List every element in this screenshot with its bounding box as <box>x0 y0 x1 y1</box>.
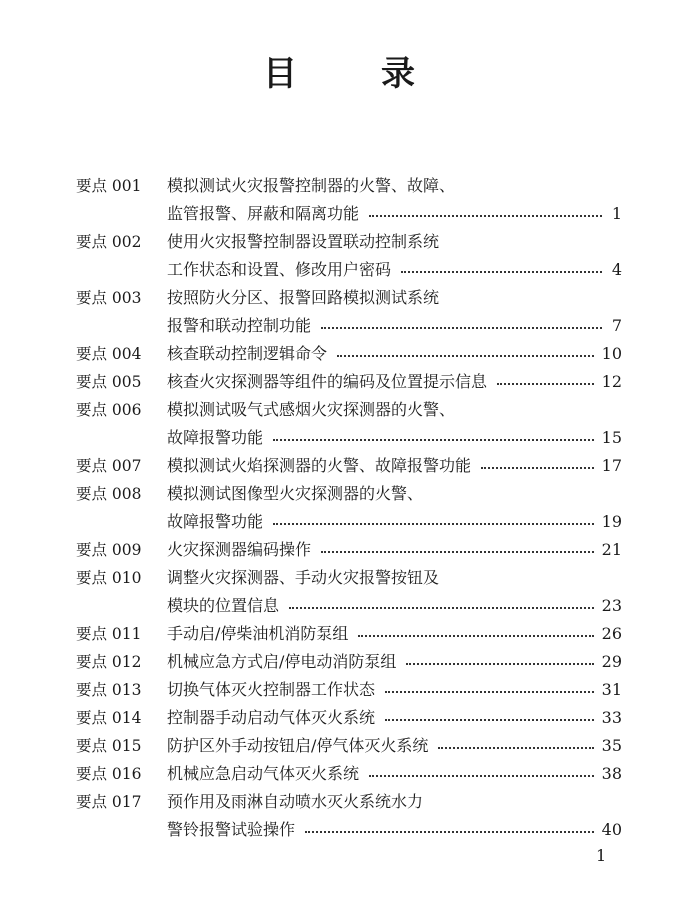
toc-entry-title: 警铃报警试验操作 <box>167 820 296 839</box>
toc-entry-title: 手动启/停柴油机消防泵组 <box>167 624 349 643</box>
toc-entry-page: 12 <box>601 372 622 391</box>
toc-entry-page: 40 <box>601 820 622 839</box>
toc-entry-page: 31 <box>601 680 622 699</box>
toc-entry[interactable] <box>76 396 622 452</box>
toc-entry-line <box>76 564 622 592</box>
toc-entry[interactable] <box>76 368 622 396</box>
toc-entry[interactable] <box>76 284 622 340</box>
toc-entry-key: 要点 011 <box>76 625 142 643</box>
toc-entry-key: 要点 010 <box>76 569 142 587</box>
toc-entry-title: 防护区外手动按钮启/停气体灭火系统 <box>167 736 429 755</box>
toc-entry-key: 要点 005 <box>76 373 142 391</box>
toc-entry-key: 要点 009 <box>76 541 142 559</box>
dot-leader <box>401 271 602 273</box>
toc-entry-line <box>76 452 622 480</box>
toc-entry-page: 7 <box>611 316 622 335</box>
toc-entry-page: 4 <box>611 260 622 279</box>
toc-entry-key: 要点 012 <box>76 653 142 671</box>
toc-entry-page: 19 <box>601 512 622 531</box>
dot-leader <box>406 663 593 665</box>
dot-leader <box>385 719 594 721</box>
toc-entry-line <box>76 480 622 508</box>
dot-leader <box>305 831 594 833</box>
toc-entry-title: 模拟测试图像型火灾探测器的火警、 <box>167 484 424 503</box>
toc-entry-title: 模拟测试火焰探测器的火警、故障报警功能 <box>167 456 472 475</box>
toc-entry-title: 模拟测试吸气式感烟火灾探测器的火警、 <box>167 400 456 419</box>
toc-entry-key: 要点 001 <box>76 177 142 195</box>
toc-entry[interactable] <box>76 704 622 732</box>
toc-entry[interactable] <box>76 788 622 844</box>
toc-entry-key: 要点 004 <box>76 345 142 363</box>
toc-entry-key: 要点 006 <box>76 401 142 419</box>
toc-entry-page: 15 <box>601 428 622 447</box>
toc-entry-title: 模拟测试火灾报警控制器的火警、故障、 <box>167 176 456 195</box>
toc-entry-page: 38 <box>601 764 622 783</box>
toc-entry-key: 要点 014 <box>76 709 142 727</box>
toc-entry-page: 29 <box>601 652 622 671</box>
toc-entry-page: 1 <box>611 204 622 223</box>
toc-entry-title: 预作用及雨淋自动喷水灭火系统水力 <box>167 792 424 811</box>
toc-entry-line <box>76 620 622 648</box>
toc-entry-title: 故障报警功能 <box>167 512 264 531</box>
toc-entry-line <box>76 816 622 844</box>
title-char-1: 目 <box>263 54 297 94</box>
dot-leader <box>273 523 594 525</box>
toc-entry-title: 切换气体灭火控制器工作状态 <box>167 680 376 699</box>
dot-leader <box>385 691 594 693</box>
toc-entry-line <box>76 172 622 200</box>
dot-leader <box>321 327 602 329</box>
toc-entry-page: 23 <box>601 596 622 615</box>
toc-entry-line <box>76 592 622 620</box>
toc-entry[interactable] <box>76 480 622 536</box>
toc-entry[interactable] <box>76 340 622 368</box>
toc-entry-page: 21 <box>601 540 622 559</box>
toc-entry-line <box>76 732 622 760</box>
dot-leader <box>438 747 593 749</box>
toc-entry[interactable] <box>76 172 622 228</box>
toc-entry-key: 要点 016 <box>76 765 142 783</box>
toc-entry[interactable] <box>76 732 622 760</box>
dot-leader <box>497 383 594 385</box>
toc-entry-title: 机械应急启动气体灭火系统 <box>167 764 360 783</box>
toc-entry-title: 工作状态和设置、修改用户密码 <box>167 260 392 279</box>
toc-entry-title: 模块的位置信息 <box>167 596 280 615</box>
toc-entry-line <box>76 676 622 704</box>
toc-entry-key: 要点 017 <box>76 793 142 811</box>
toc-entry-title: 按照防火分区、报警回路模拟测试系统 <box>167 288 440 307</box>
title-char-2: 录 <box>381 54 415 94</box>
toc-entry-title: 控制器手动启动气体灭火系统 <box>167 708 376 727</box>
toc-entry-line <box>76 200 622 228</box>
page-title <box>0 46 678 95</box>
toc-entry[interactable] <box>76 228 622 284</box>
dot-leader <box>481 467 594 469</box>
toc-entry-page: 17 <box>601 456 622 475</box>
toc-entry-key: 要点 013 <box>76 681 142 699</box>
toc-entry-title: 调整火灾探测器、手动火灾报警按钮及 <box>167 568 440 587</box>
dot-leader <box>337 355 594 357</box>
dot-leader <box>321 551 594 553</box>
toc-entry-key: 要点 015 <box>76 737 142 755</box>
toc-entry-title: 故障报警功能 <box>167 428 264 447</box>
dot-leader <box>358 635 593 637</box>
dot-leader <box>369 215 602 217</box>
toc-entry-line <box>76 424 622 452</box>
toc-entry-line <box>76 648 622 676</box>
table-of-contents <box>76 172 622 844</box>
toc-entry-line <box>76 312 622 340</box>
toc-entry-line <box>76 536 622 564</box>
toc-entry-line <box>76 228 622 256</box>
toc-entry-line <box>76 704 622 732</box>
toc-entry-line <box>76 508 622 536</box>
toc-entry-title: 监管报警、屏蔽和隔离功能 <box>167 204 360 223</box>
toc-entry-page: 35 <box>601 736 622 755</box>
toc-entry-line <box>76 284 622 312</box>
toc-entry[interactable] <box>76 620 622 648</box>
toc-entry-page: 26 <box>601 624 622 643</box>
toc-entry-title: 机械应急方式启/停电动消防泵组 <box>167 652 397 671</box>
toc-entry-line <box>76 396 622 424</box>
toc-entry-line <box>76 760 622 788</box>
toc-entry-page: 33 <box>601 708 622 727</box>
toc-entry-key: 要点 007 <box>76 457 142 475</box>
toc-entry-line <box>76 788 622 816</box>
toc-entry-title: 使用火灾报警控制器设置联动控制系统 <box>167 232 440 251</box>
toc-entry-line <box>76 368 622 396</box>
toc-entry-title: 报警和联动控制功能 <box>167 316 312 335</box>
toc-entry-line <box>76 256 622 284</box>
toc-entry-key: 要点 003 <box>76 289 142 307</box>
toc-entry[interactable] <box>76 760 622 788</box>
toc-entry-title: 核查联动控制逻辑命令 <box>167 344 328 363</box>
toc-entry[interactable] <box>76 648 622 676</box>
toc-entry-line <box>76 340 622 368</box>
toc-entry[interactable] <box>76 676 622 704</box>
toc-entry-key: 要点 002 <box>76 233 142 251</box>
toc-entry-page: 10 <box>601 344 622 363</box>
toc-entry[interactable] <box>76 564 622 620</box>
page-number: 1 <box>596 846 607 865</box>
toc-entry-title: 核查火灾探测器等组件的编码及位置提示信息 <box>167 372 488 391</box>
dot-leader <box>289 607 594 609</box>
toc-entry[interactable] <box>76 452 622 480</box>
toc-entry[interactable] <box>76 536 622 564</box>
dot-leader <box>369 775 594 777</box>
toc-entry-key: 要点 008 <box>76 485 142 503</box>
dot-leader <box>273 439 594 441</box>
toc-entry-title: 火灾探测器编码操作 <box>167 540 312 559</box>
